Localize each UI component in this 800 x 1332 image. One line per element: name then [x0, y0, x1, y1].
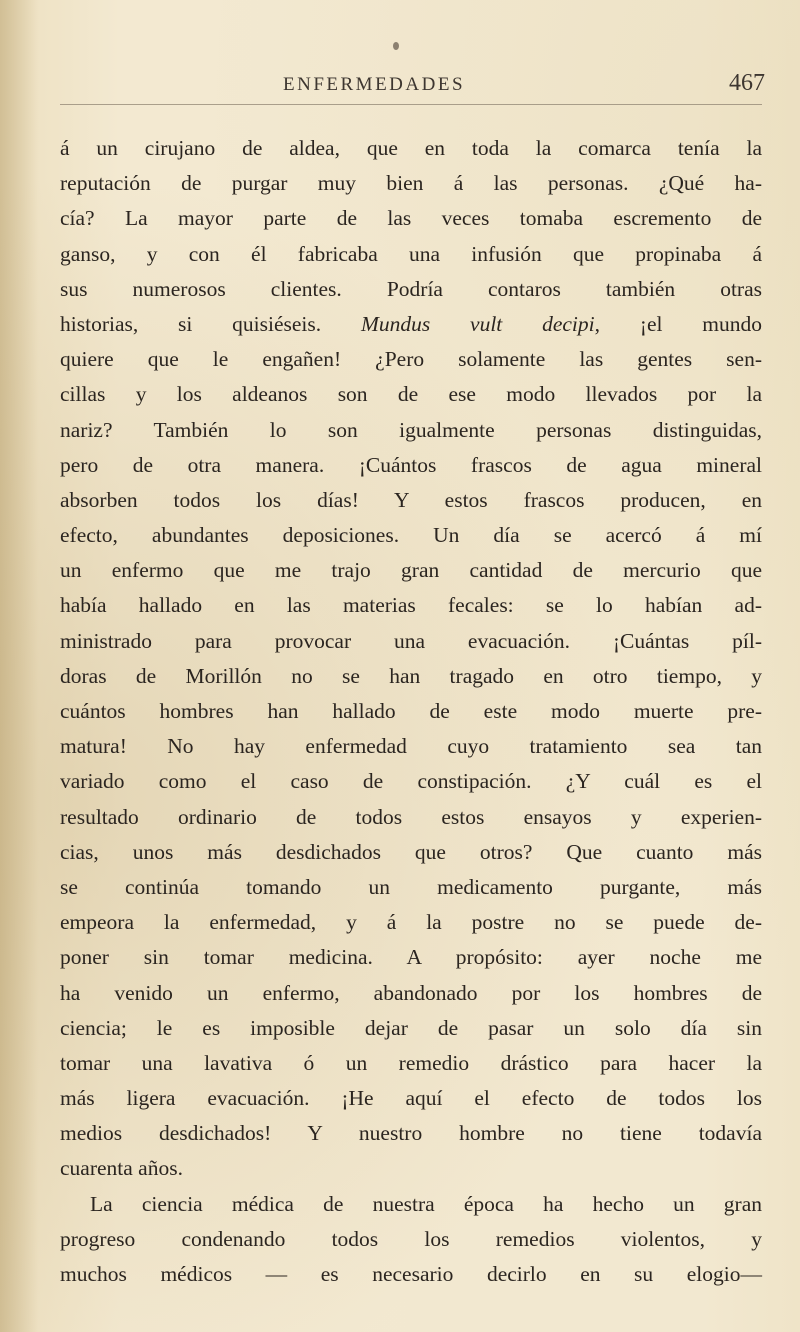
text-line: ciencia; le es imposible dejar de pasar un solo día sin [60, 1015, 762, 1040]
text-line: á un cirujano de aldea, que en toda la comarca tenía la [60, 136, 762, 160]
text-line: ganso, y con él fabricaba una infusión que propinaba á [60, 241, 762, 266]
text-line: cuántos hombres han hallado de este modo muerte pre- [60, 699, 762, 723]
header-rule [60, 104, 762, 105]
text-line: quiere que le engañen! ¿Pero solamente las gentes sen- [60, 347, 762, 372]
text-line: cias, unos más desdichados que otros? Que cuanto más [60, 839, 762, 864]
text-line: efecto, abundantes deposiciones. Un día se acercó á mí [60, 523, 762, 548]
text-line: empeora la enfermedad, y á la postre no se puede de- [60, 910, 762, 935]
text-line: matura! No hay enfermedad cuyo tratamiento sea tan [60, 734, 762, 759]
text-line: muchos médicos — es necesario decirlo en su elogio— [60, 1262, 762, 1286]
text-line: un enfermo que me trajo gran cantidad de mercurio que [60, 558, 762, 583]
text-line: ha venido un enfermo, abandonado por los hombres de [60, 980, 762, 1005]
page-number: 467 [729, 70, 765, 96]
text-line: pero de otra manera. ¡Cuántos frascos de agua mineral [60, 452, 762, 477]
text-line: más ligera evacuación. ¡He aquí el efecto de todos los [60, 1086, 762, 1111]
text-line: había hallado en las materias fecales: se lo habían ad- [60, 593, 762, 618]
text-line-paragraph-end: cuarenta años. [60, 1156, 183, 1181]
text-line: se continúa tomando un medicamento purgante, más [60, 874, 762, 899]
text-line-paragraph-start: La ciencia médica de nuestra época ha hecho un gran [90, 1191, 762, 1216]
text-line: nariz? También lo son igualmente personas distinguidas, [60, 417, 762, 442]
page-gutter-stain [0, 0, 38, 1332]
text-line: medios desdichados! Y nuestro hombre no tiene todavía [60, 1121, 762, 1146]
text-line: reputación de purgar muy bien á las personas. ¿Qué ha- [60, 171, 762, 196]
print-dot-mark [393, 42, 399, 50]
text-line: sus numerosos clientes. Podría contaros también otras [60, 276, 762, 301]
body-text [60, 131, 762, 1292]
text-line-with-latin [60, 307, 762, 342]
text-line: progreso condenando todos los remedios violentos, y [60, 1226, 762, 1251]
latin-phrase: Mundus vult decipi [360, 311, 595, 336]
text-line: poner sin tomar medicina. A propósito: ayer noche me [60, 945, 762, 970]
text-line: resultado ordinario de todos estos ensayos y experien- [60, 804, 762, 829]
text-segment: historias, si quisiéseis. [60, 311, 322, 336]
running-title: ENFERMEDADES [283, 74, 466, 95]
text-line: cía? La mayor parte de las veces tomaba escremento de [60, 206, 762, 231]
text-line: cillas y los aldeanos son de ese modo llevados por la [60, 382, 762, 407]
page-header [60, 70, 765, 104]
text-line: doras de Morillón no se han tragado en otro tiempo, y [60, 663, 762, 688]
text-line: ministrado para provocar una evacuación. ¡Cuántas píl- [60, 628, 762, 653]
text-line: tomar una lavativa ó un remedio drástico para hacer la [60, 1050, 762, 1075]
text-line: variado como el caso de constipación. ¿Y cuál es el [60, 769, 762, 794]
text-line: absorben todos los días! Y estos frascos producen, en [60, 487, 762, 512]
text-segment: , ¡el mundo [594, 311, 762, 336]
